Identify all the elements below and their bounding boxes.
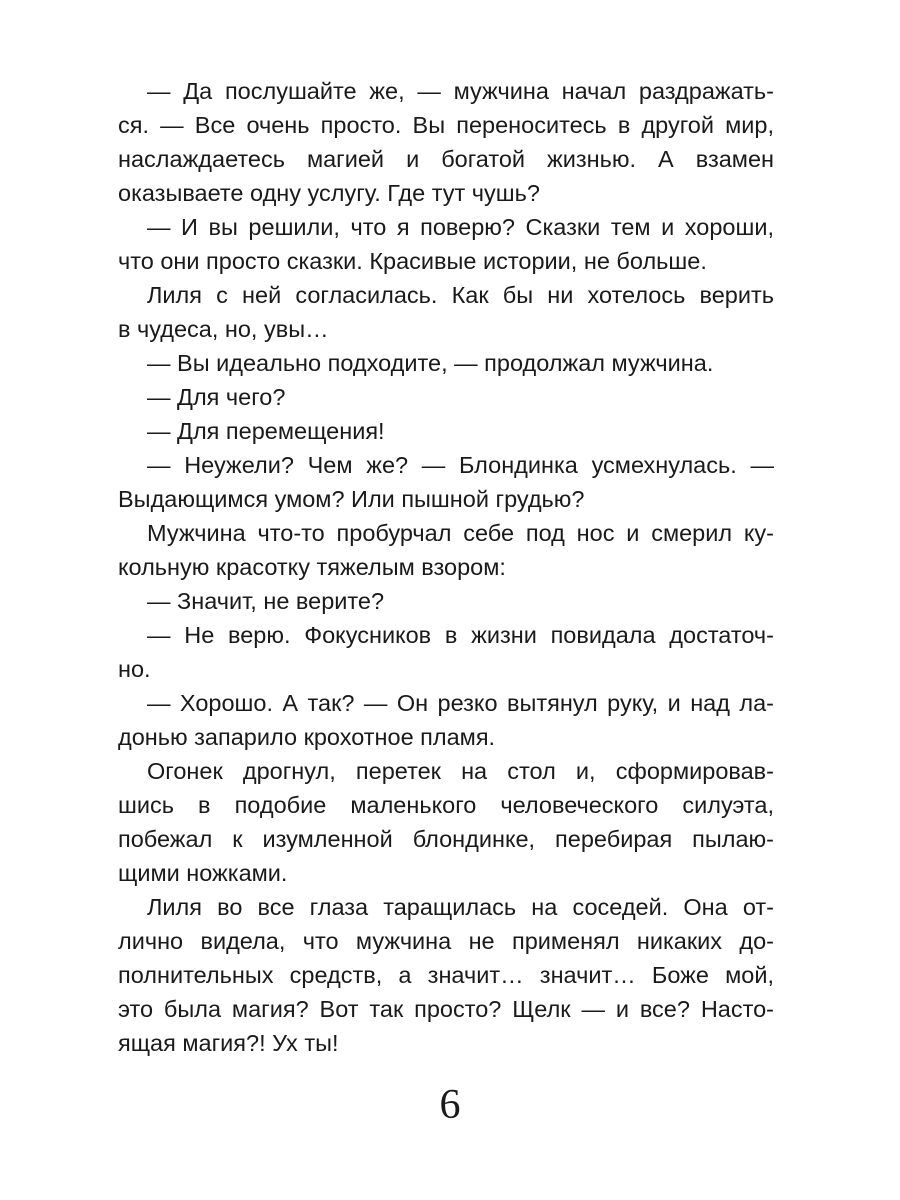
text-line: — Не верю. Фокусников в жизни повидала достаточ- — [147, 622, 774, 648]
text-line: наслаждаетесь магией и богатой жизнью. А взамен — [118, 146, 774, 172]
text-line: это была магия? Вот так просто? Щелк — и все? Насто- — [118, 996, 774, 1022]
text-line: — И вы решили, что я поверю? Сказки тем и хороши, — [147, 214, 774, 240]
paragraph — [118, 686, 774, 754]
text-line: побежал к изумленной блондинке, перебирая пылаю- — [118, 826, 774, 852]
text-line: Лиля с ней согласилась. Как бы ни хотелось верить — [147, 282, 774, 308]
text-line: ся. — Все очень просто. Вы переноситесь в другой мир, — [118, 112, 774, 138]
paragraph — [118, 516, 774, 584]
paragraph — [118, 584, 774, 618]
text-line: что они просто сказки. Красивые истории, не больше. — [118, 248, 707, 274]
text-line: лично видела, что мужчина не применял никаких до- — [118, 928, 774, 954]
text-line: — Да послушайте же, — мужчина начал раздражать- — [147, 78, 774, 104]
text-line: Мужчина что-то пробурчал себе под нос и смерил ку- — [147, 520, 774, 546]
text-line: — Хорошо. А так? — Он резко вытянул руку, и над ла- — [147, 690, 774, 716]
paragraph — [118, 754, 774, 890]
text-line: шись в подобие маленького человеческого силуэта, — [118, 792, 774, 818]
paragraph — [118, 414, 774, 448]
page-text — [118, 74, 774, 1060]
text-line: полнительных средств, а значит… значит… Боже мой, — [118, 962, 774, 988]
paragraph — [118, 890, 774, 1060]
text-line: — Вы идеально подходите, — продолжал мужчина. — [147, 350, 714, 376]
text-line: Лиля во все глаза таращилась на соседей. Она от- — [147, 894, 774, 920]
paragraph — [118, 74, 774, 210]
text-line: кольную красотку тяжелым взором: — [118, 554, 506, 580]
text-line: — Для чего? — [147, 384, 286, 410]
text-line: — Для перемещения! — [147, 418, 385, 444]
paragraph — [118, 210, 774, 278]
paragraph — [118, 278, 774, 346]
text-line: Огонек дрогнул, перетек на стол и, сформировав- — [147, 758, 774, 784]
text-line: но. — [118, 656, 151, 682]
paragraph — [118, 346, 774, 380]
text-line: щими ножками. — [118, 860, 288, 886]
text-line: оказываете одну услугу. Где тут чушь? — [118, 180, 540, 206]
text-line: в чудеса, но, увы… — [118, 316, 329, 342]
text-line: ящая магия?! Ух ты! — [118, 1030, 339, 1056]
text-line: донью запарило крохотное пламя. — [118, 724, 496, 750]
text-line: — Неужели? Чем же? — Блондинка усмехнулась. — — [147, 452, 774, 478]
paragraph — [118, 618, 774, 686]
paragraph — [118, 380, 774, 414]
text-line: — Значит, не верите? — [147, 588, 385, 614]
text-line: Выдающимся умом? Или пышной грудью? — [118, 486, 585, 512]
page-number: 6 — [439, 1082, 461, 1128]
paragraph — [118, 448, 774, 516]
